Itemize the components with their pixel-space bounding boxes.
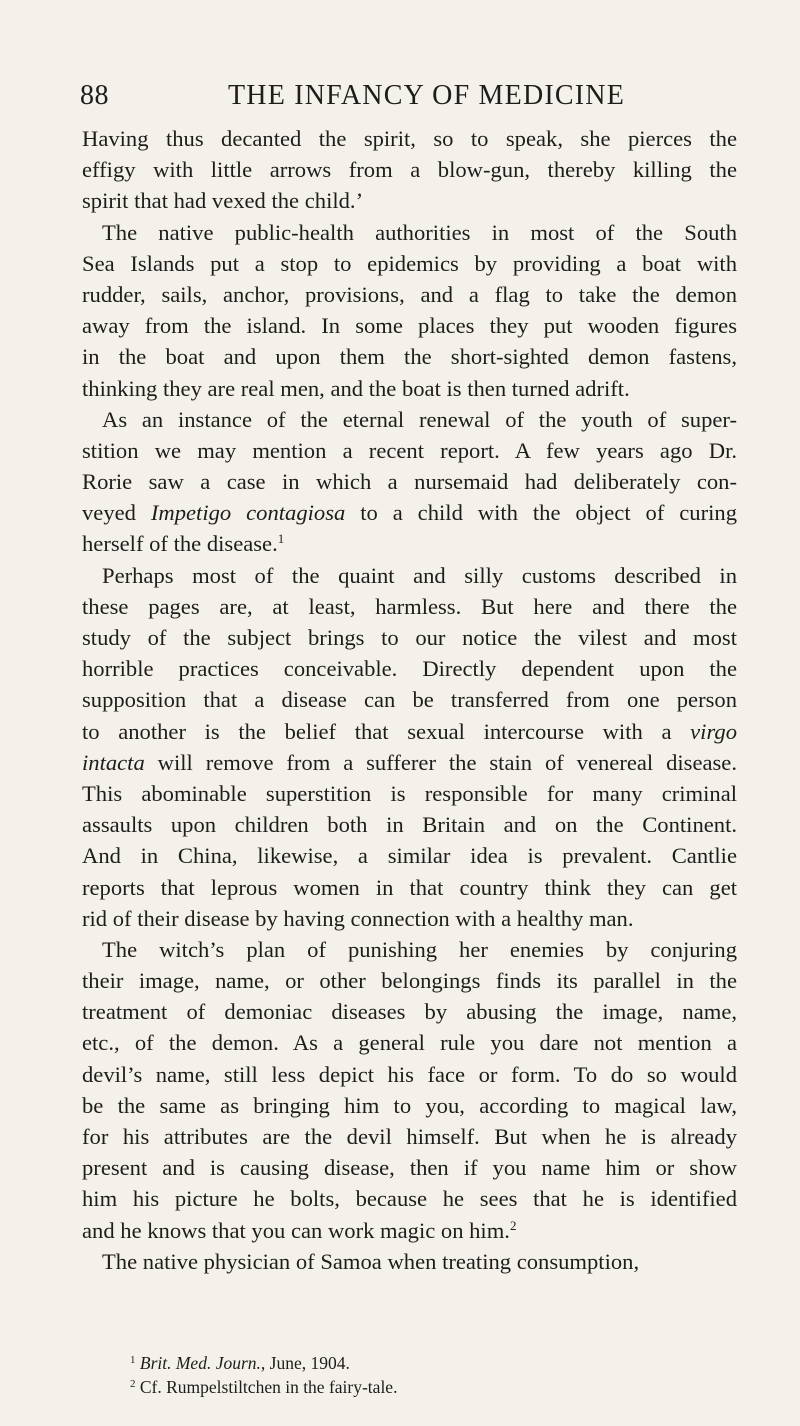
text-line: for his attributes are the devil himself. But when he is already <box>82 1124 737 1149</box>
running-title: THE INFANCY OF MEDICINE <box>228 80 626 111</box>
text-line: effigy with little arrows from a blow-gun, thereby killing the <box>82 157 737 183</box>
footnote-marker: 2 <box>130 1378 136 1390</box>
text-line: supposition that a disease can be transferred from one person <box>82 687 737 713</box>
text-line: stition we may mention a recent report. A few years ago Dr. <box>82 437 737 463</box>
page-number: 88 <box>80 80 109 111</box>
text-line: devil’s name, still less depict his face or form. To do so would <box>82 1061 737 1087</box>
text-fragment: to a child with the object of curing <box>360 500 738 526</box>
text-line: present and is causing disease, then if you name him or show <box>82 1155 737 1181</box>
text-line: etc., of the demon. As a general rule you dare not mention a <box>82 1030 737 1056</box>
footnote-text: Cf. Rumpelstiltchen in the fairy-tale. <box>139 1377 398 1397</box>
text-line: their image, name, or other belongings finds its parallel in the <box>82 968 737 994</box>
text-line: horrible practices conceivable. Directly dependent upon the <box>82 656 737 682</box>
running-head <box>80 80 740 120</box>
text-line: The native public-health authorities in most of the South <box>102 219 737 245</box>
text-line: assaults upon children both in Britain and on the Continent. <box>82 812 737 838</box>
text-line: rudder, sails, anchor, provisions, and a flag to take the demon <box>82 281 737 307</box>
text-line: As an instance of the eternal renewal of the youth of super- <box>102 406 737 432</box>
text-fragment: will remove from a sufferer the stain of venereal disease. <box>157 749 737 775</box>
text-line <box>82 497 737 528</box>
footnote <box>82 1351 737 1375</box>
text-line: reports that leprous women in that country think they can get <box>82 874 737 900</box>
text-line: The native physician of Samoa when treating consumption, <box>102 1248 640 1274</box>
text-line: Sea Islands put a stop to epidemics by providing a boat with <box>82 250 737 276</box>
italic-term: virgo <box>690 718 737 744</box>
text-line <box>82 528 737 559</box>
footnote-ref: 2 <box>509 1217 517 1233</box>
text-line: thinking they are real men, and the boat is then turned adrift. <box>82 375 630 401</box>
text-line: The witch’s plan of punishing her enemies by conjuring <box>102 936 737 962</box>
text-line: treatment of demoniac diseases by abusing the image, name, <box>82 999 737 1025</box>
text-line: rid of their disease by having connection with a healthy man. <box>82 905 634 931</box>
text-line: him his picture he bolts, because he sees that he is identified <box>82 1186 737 1212</box>
text-fragment: veyed <box>82 500 136 526</box>
italic-term: Impetigo contagiosa <box>150 500 346 526</box>
text-line: This abominable superstition is responsible for many criminal <box>82 780 737 806</box>
text-line: away from the island. In some places they put wooden figures <box>82 313 737 339</box>
text-line: Perhaps most of the quaint and silly customs described in <box>102 562 737 588</box>
text-line: in the boat and upon them the short-sighted demon fastens, <box>82 344 737 370</box>
text-line: study of the subject brings to our notice the vilest and most <box>82 625 737 650</box>
footnotes <box>82 1351 737 1399</box>
text-fragment: to another is the belief that sexual intercourse with a <box>82 718 672 744</box>
footnote-text: , June, 1904. <box>260 1353 350 1373</box>
footnote-marker: 1 <box>130 1354 136 1366</box>
footnote-source: Brit. Med. Journ. <box>139 1353 261 1373</box>
text-line <box>82 1215 737 1246</box>
text-fragment: herself of the disease. <box>82 531 278 557</box>
footnote <box>82 1375 737 1399</box>
text-line: Having thus decanted the spirit, so to speak, she pierces the <box>82 126 737 151</box>
footnote-ref: 1 <box>277 531 285 547</box>
italic-term: intacta <box>82 749 145 775</box>
text-line: Rorie saw a case in which a nursemaid had deliberately con- <box>82 469 737 495</box>
text-line <box>82 747 737 778</box>
text-line <box>82 716 737 747</box>
body-text <box>82 123 737 1277</box>
text-line: spirit that had vexed the child.’ <box>82 188 364 214</box>
text-line: And in China, likewise, a similar idea is prevalent. Cantlie <box>82 843 737 869</box>
text-line: be the same as bringing him to you, according to magical law, <box>82 1092 737 1118</box>
text-fragment: and he knows that you can work magic on him. <box>82 1217 510 1243</box>
text-line: these pages are, at least, harmless. But here and there the <box>82 593 737 619</box>
